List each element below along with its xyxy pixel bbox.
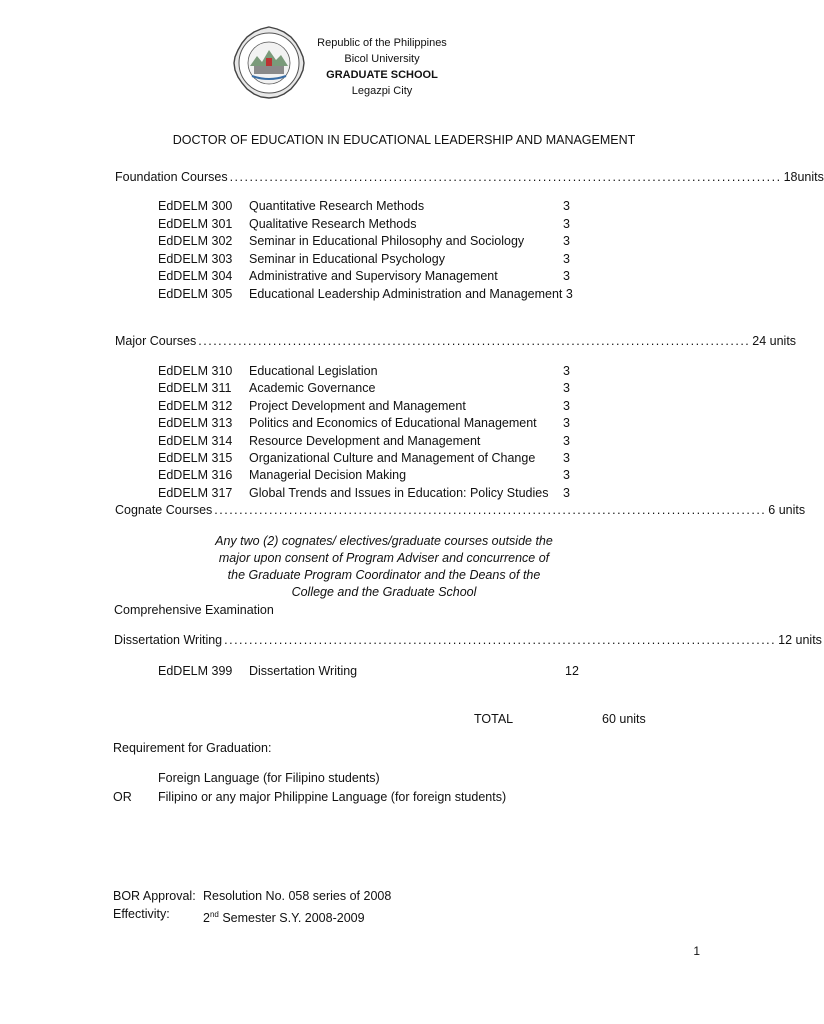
course-units: 3 xyxy=(563,364,570,378)
course-code: EdDELM 315 xyxy=(158,451,233,465)
course-name: Politics and Economics of Educational Management xyxy=(249,416,537,430)
course-name: Qualitative Research Methods xyxy=(249,217,417,231)
effectivity-ordinal: 2 xyxy=(203,911,210,926)
course-code: EdDELM 300 xyxy=(158,199,233,213)
major-total: 24 units xyxy=(752,334,797,348)
cognate-note-line: major upon consent of Program Adviser and concurrence of xyxy=(218,551,550,565)
graduation-option-foreign: Foreign Language (for Filipino students) xyxy=(158,771,380,785)
bor-approval-value: Resolution No. 058 series of 2008 xyxy=(203,889,392,903)
course-units: 3 xyxy=(563,269,570,283)
course-name: Managerial Decision Making xyxy=(249,468,407,482)
course-name: Global Trends and Issues in Education: Policy Studies xyxy=(249,486,549,500)
course-units: 3 xyxy=(563,234,570,248)
comprehensive-examination: Comprehensive Examination xyxy=(114,603,274,617)
page-number: 1 xyxy=(693,944,700,958)
course-code: EdDELM 316 xyxy=(158,468,233,482)
course-name: Quantitative Research Methods xyxy=(249,199,425,213)
cognate-note-line: College and the Graduate School xyxy=(291,585,477,599)
course-name: Seminar in Educational Psychology xyxy=(249,252,445,266)
course-units: 3 xyxy=(563,416,570,430)
foundation-total: 18units xyxy=(783,170,824,184)
course-name: Educational Leadership Administration and Management 3 xyxy=(249,287,573,301)
cognate-label: Cognate Courses xyxy=(115,503,213,517)
total-label: TOTAL xyxy=(474,712,514,726)
course-name: Seminar in Educational Philosophy and Sociology xyxy=(249,234,525,248)
course-units: 3 xyxy=(563,252,570,266)
dissertation-heading xyxy=(114,632,822,649)
course-units: 12 xyxy=(565,664,579,678)
dot-leader: ............................................................................................................... xyxy=(214,503,767,517)
course-code: EdDELM 312 xyxy=(158,399,233,413)
cognate-note-line: Any two (2) cognates/ electives/graduate courses outside the xyxy=(215,534,553,548)
course-units: 3 xyxy=(563,399,570,413)
cognate-note-line: the Graduate Program Coordinator and the Deans of the xyxy=(227,568,541,582)
course-name: Administrative and Supervisory Management xyxy=(249,269,498,283)
dot-leader: ............................................................................................................... xyxy=(198,334,751,348)
header-university: Bicol University xyxy=(344,53,420,65)
cognate-total: 6 units xyxy=(768,503,806,517)
cognate-note xyxy=(200,533,568,601)
course-units: 3 xyxy=(563,199,570,213)
course-name: Organizational Culture and Management of Change xyxy=(249,451,536,465)
course-code: EdDELM 310 xyxy=(158,364,233,378)
course-code: EdDELM 301 xyxy=(158,217,233,231)
header-republic: Republic of the Philippines xyxy=(317,37,447,49)
effectivity-value xyxy=(203,906,365,927)
dot-leader: ............................................................................................................... xyxy=(229,170,782,184)
course-units: 3 xyxy=(563,468,570,482)
course-units: 3 xyxy=(563,434,570,448)
course-code: EdDELM 313 xyxy=(158,416,233,430)
effectivity-label: Effectivity: xyxy=(113,907,170,921)
course-name: Dissertation Writing xyxy=(249,664,358,678)
course-name: Resource Development and Management xyxy=(249,434,481,448)
program-title: DOCTOR OF EDUCATION IN EDUCATIONAL LEADERSHIP AND MANAGEMENT xyxy=(172,133,636,147)
bor-approval-label: BOR Approval: xyxy=(113,889,196,903)
graduation-option-filipino: Filipino or any major Philippine Language (for foreign students) xyxy=(158,790,507,804)
foundation-heading xyxy=(115,169,824,186)
course-code: EdDELM 303 xyxy=(158,252,233,266)
effectivity-ordinal-suffix: nd xyxy=(209,910,219,919)
major-label: Major Courses xyxy=(115,334,197,348)
cognate-heading xyxy=(115,502,806,519)
course-code: EdDELM 317 xyxy=(158,486,233,500)
header-graduate-school: GRADUATE SCHOOL xyxy=(326,69,438,81)
dot-leader: ............................................................................................................... xyxy=(224,633,777,647)
total-value: 60 units xyxy=(602,712,646,726)
course-name: Academic Governance xyxy=(249,381,376,395)
course-units: 3 xyxy=(563,486,570,500)
course-name: Project Development and Management xyxy=(249,399,466,413)
course-code: EdDELM 302 xyxy=(158,234,233,248)
course-name: Educational Legislation xyxy=(249,364,378,378)
effectivity-semester: Semester S.Y. 2008-2009 xyxy=(218,911,365,926)
course-code: EdDELM 314 xyxy=(158,434,233,448)
course-code: EdDELM 304 xyxy=(158,269,233,283)
header-city: Legazpi City xyxy=(351,85,413,97)
graduation-or-label: OR xyxy=(113,790,132,804)
course-code: EdDELM 311 xyxy=(158,381,232,395)
course-code: EdDELM 399 xyxy=(158,664,233,678)
course-units: 3 xyxy=(563,381,570,395)
dissertation-label: Dissertation Writing xyxy=(114,633,223,647)
major-heading xyxy=(115,333,797,350)
course-units: 3 xyxy=(563,451,570,465)
course-code: EdDELM 305 xyxy=(158,287,233,301)
graduation-requirement-label: Requirement for Graduation: xyxy=(113,741,272,755)
foundation-label: Foundation Courses xyxy=(115,170,228,184)
dissertation-total: 12 units xyxy=(778,633,822,647)
course-units: 3 xyxy=(563,217,570,231)
